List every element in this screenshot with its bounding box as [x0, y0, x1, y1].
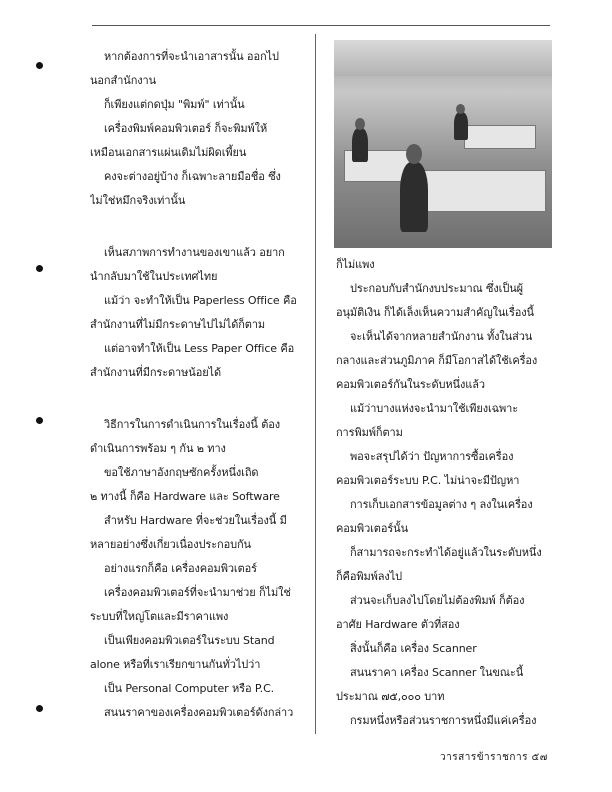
- text-line: ขอใช้ภาษาอังกฤษซักครั้งหนึ่งเถิด: [104, 466, 259, 479]
- text-line: ประมาณ ๗๕,๐๐๐ บาท: [336, 690, 445, 703]
- photo-person: [400, 162, 428, 232]
- text-line: สนนราคา เครื่อง Scanner ในขณะนี้: [350, 666, 524, 679]
- text-line: ไม่ใช่หมึกจริงเท่านั้น: [90, 194, 186, 207]
- text-line: อาศัย Hardware ตัวที่สอง: [336, 618, 460, 631]
- text-line: เป็น Personal Computer หรือ P.C.: [104, 682, 275, 695]
- photo-desk: [464, 125, 536, 149]
- photo-person-head: [406, 144, 422, 164]
- text-line: ดำเนินการพร้อม ๆ กัน ๒ ทาง: [90, 442, 226, 455]
- text-line: ก็เพียงแต่กดปุ่ม "พิมพ์" เท่านั้น: [104, 98, 245, 111]
- photo-person-head: [456, 104, 465, 114]
- text-line: เห็นสภาพการทำงานของเขาแล้ว อยาก: [104, 246, 285, 259]
- text-line: ก็คือพิมพ์ลงไป: [336, 570, 403, 583]
- photo-person: [352, 128, 368, 162]
- photo-person: [454, 112, 468, 140]
- text-line: แต่อาจทำให้เป็น Less Paper Office คือ: [104, 342, 295, 355]
- text-line: alone หรือที่เราเรียกขานกันทั่วไปว่า: [90, 658, 261, 671]
- text-line: ส่วนจะเก็บลงไปโดยไม่ต้องพิมพ์ ก็ต้อง: [350, 594, 525, 607]
- text-line: การเก็บเอกสารข้อมูลต่าง ๆ ลงในเครื่อง: [350, 498, 533, 511]
- column-divider: [315, 34, 316, 734]
- photo-person-head: [355, 118, 365, 130]
- text-line: กรมหนึ่งหรือส่วนราชการหนึ่งมีแค่เครื่อง: [350, 714, 537, 727]
- margin-bullet: [35, 704, 44, 713]
- text-line: เครื่องคอมพิวเตอร์ที่จะนำมาช่วย ก็ไม่ใช่: [104, 586, 291, 599]
- text-line: การพิมพ์ก็ตาม: [336, 426, 403, 439]
- text-line: คอมพิวเตอร์นั้น: [336, 522, 409, 535]
- margin-bullet: [35, 416, 44, 425]
- text-line: เหมือนเอกสารแผ่นเดิมไม่ผิดเพี้ยน: [90, 146, 247, 159]
- text-line: สนนราคาของเครื่องคอมพิวเตอร์ดังกล่าว: [104, 706, 294, 719]
- text-line: หลายอย่างซึ่งเกี่ยวเนื่องประกอบกัน: [90, 538, 251, 551]
- text-line: จะเห็นได้จากหลายสำนักงาน ทั้งในส่วน: [350, 330, 533, 343]
- text-line: ๒ ทางนี้ ก็คือ Hardware และ Software: [90, 490, 280, 503]
- margin-bullet: [35, 264, 44, 273]
- text-line: สิ่งนั้นก็คือ เครื่อง Scanner: [350, 642, 477, 655]
- text-line: เป็นเพียงคอมพิวเตอร์ในระบบ Stand: [104, 634, 275, 647]
- text-line: วิธีการในการดำเนินการในเรื่องนี้ ต้อง: [104, 418, 281, 431]
- text-line: ก็สามารถจะกระทำได้อยู่แล้วในระดับหนึ่ง: [350, 546, 542, 559]
- text-line: กลางและส่วนภูมิภาค ก็มีโอกาสได้ใช้เครื่อง: [336, 354, 538, 367]
- text-line: แม้ว่า จะทำให้เป็น Paperless Office คือ: [104, 294, 297, 307]
- text-line: สำหรับ Hardware ที่จะช่วยในเรื่องนี้ มี: [104, 514, 287, 527]
- text-line: อนุมัติเงิน ก็ได้เล็งเห็นความสำคัญในเรื่องนี้: [336, 306, 534, 319]
- margin-bullet: [35, 61, 44, 70]
- top-rule: [92, 25, 550, 26]
- text-line: ระบบที่ใหญ่โตและมีราคาแพง: [90, 610, 229, 623]
- photo-ceiling: [334, 40, 552, 76]
- text-line: นำกลับมาใช้ในประเทศไทย: [90, 270, 218, 283]
- text-line: แม้ว่าบางแห่งจะนำมาใช้เพียงเฉพาะ: [350, 402, 519, 415]
- text-line: เครื่องพิมพ์คอมพิวเตอร์ ก็จะพิมพ์ให้: [104, 122, 268, 135]
- office-photo: [334, 40, 552, 248]
- text-line: นอกสำนักงาน: [90, 74, 157, 87]
- paragraph-gap: [90, 213, 304, 241]
- text-line: คงจะต่างอยู่บ้าง ก็เฉพาะลายมือชื่อ ซึ่ง: [104, 170, 281, 183]
- photo-desk: [414, 170, 546, 212]
- text-line: พอจะสรุปได้ว่า ปัญหาการซื้อเครื่อง: [350, 450, 514, 463]
- paragraph-gap: [90, 385, 304, 413]
- text-line: ก็ไม่แพง: [336, 258, 375, 271]
- text-line: หากต้องการที่จะนำเอาสารนั้น ออกไป: [104, 50, 279, 63]
- text-line: อย่างแรกก็คือ เครื่องคอมพิวเตอร์: [104, 562, 257, 575]
- text-line: สำนักงานที่ไม่มีกระดาษไปไม่ได้ก็ตาม: [90, 318, 266, 331]
- text-line: คอมพิวเตอร์กันในระดับหนึ่งแล้ว: [336, 378, 485, 391]
- text-line: ประกอบกับสำนักงบประมาณ ซึ่งเป็นผู้: [350, 282, 523, 295]
- right-column: [336, 253, 552, 733]
- left-column: [90, 45, 304, 725]
- text-line: คอมพิวเตอร์ระบบ P.C. ไม่น่าจะมีปัญหา: [336, 474, 520, 487]
- text-line: สำนักงานที่มีกระดาษน้อยได้: [90, 366, 222, 379]
- page-footer: วารสารข้าราชการ ๕๗: [440, 752, 548, 763]
